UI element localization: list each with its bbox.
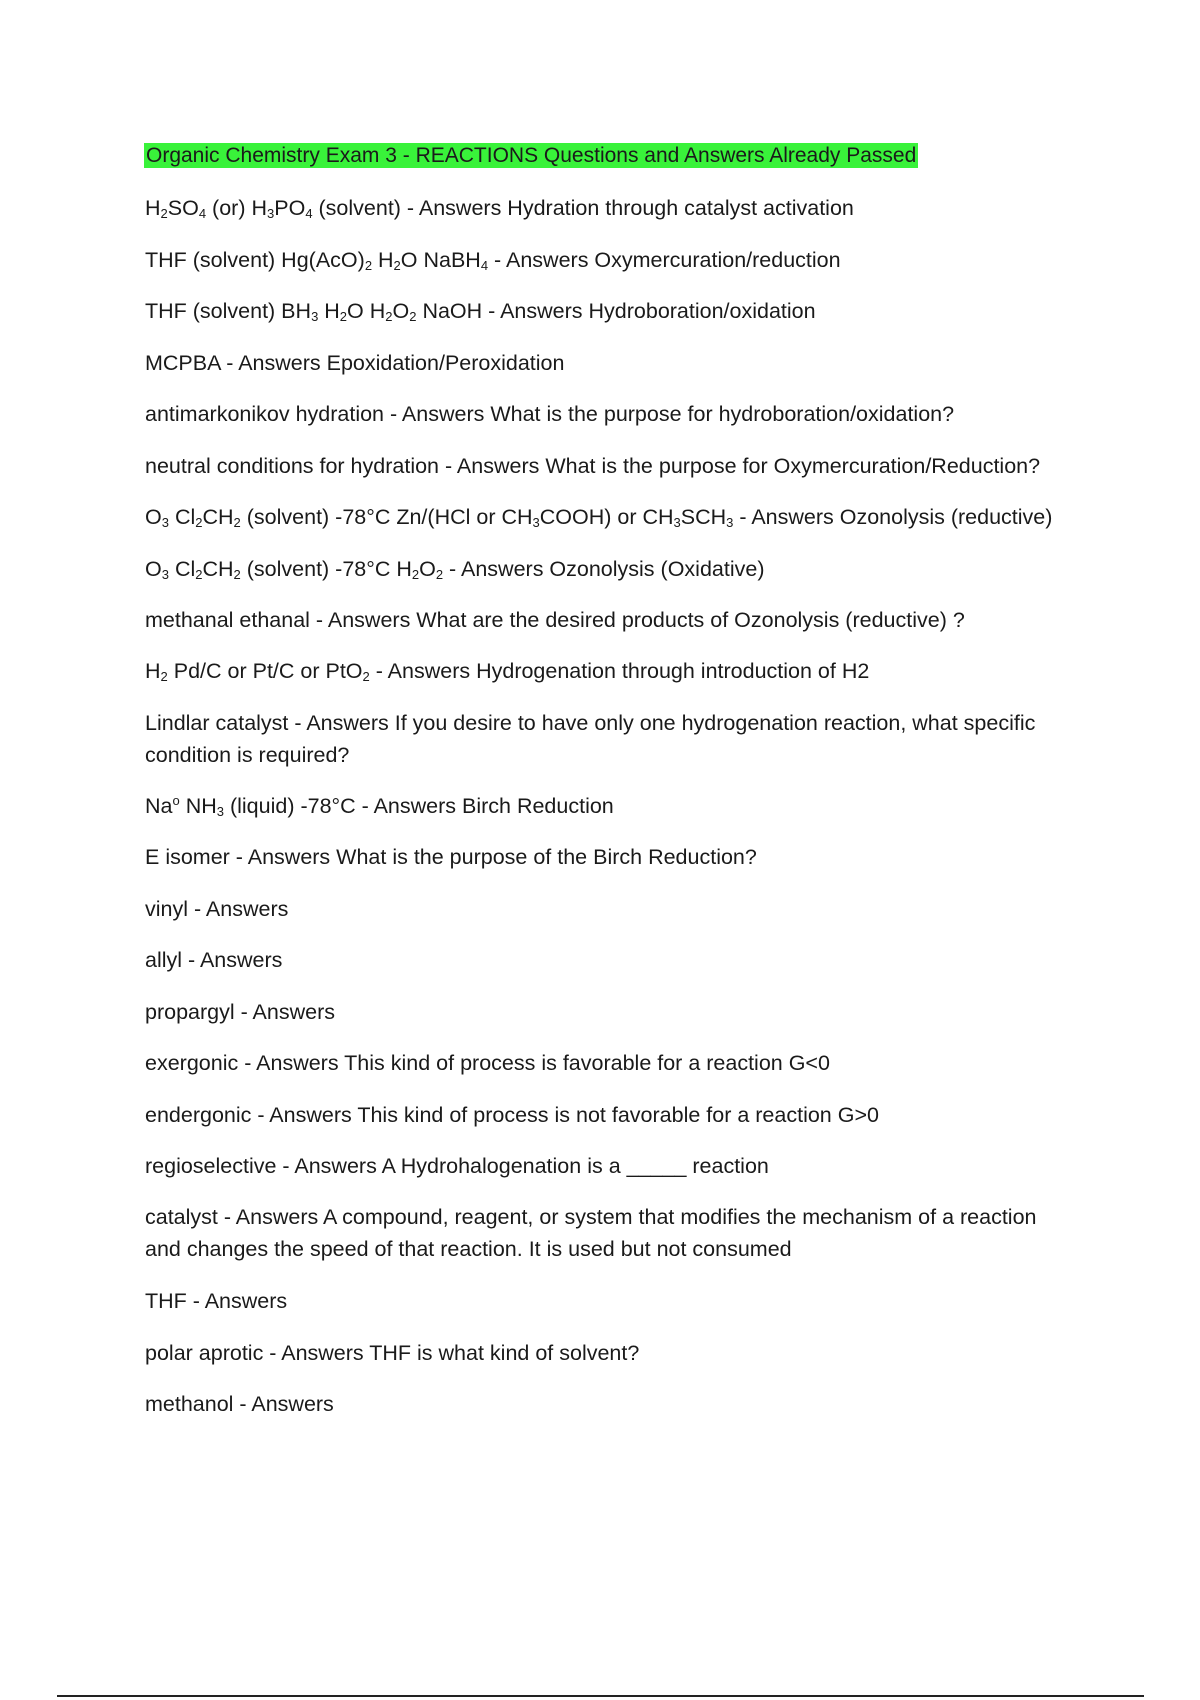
entry-text: polar aprotic - Answers THF is what kind of solvent?	[145, 1341, 640, 1365]
subscript: 2	[364, 258, 373, 273]
entry-text: endergonic - Answers This kind of process is not favorable for a reaction G>0	[145, 1103, 879, 1127]
entry-text: PO	[274, 196, 306, 220]
footer-rule	[57, 1695, 1144, 1697]
entry-text: (solvent) -78°C Zn/(HCl or CH	[240, 505, 533, 529]
subscript: 2	[160, 669, 168, 684]
entry-text: O NaBH	[400, 248, 481, 272]
document-title	[144, 142, 918, 170]
subscript: 3	[311, 309, 319, 324]
subscript: 2	[411, 567, 420, 582]
entry-text: THF (solvent) Hg(AcO)	[145, 248, 365, 272]
qa-entry	[145, 450, 1075, 482]
entry-text: O	[145, 557, 162, 581]
entry-text: SO	[167, 196, 199, 220]
entry-text: (liquid) -78°C - Answers Birch Reduction	[223, 794, 614, 818]
qa-entry	[145, 790, 1075, 822]
subscript: 2	[385, 309, 393, 324]
subscript: 2	[195, 515, 203, 530]
entry-text: neutral conditions for hydration - Answers What is the purpose for Oxymercuration/Reduction?	[145, 454, 1041, 478]
entry-text: (solvent) -78°C H	[240, 557, 412, 581]
entry-text: propargyl - Answers	[145, 1000, 335, 1024]
entry-text: antimarkonikov hydration - Answers What is the purpose for hydroboration/oxidation?	[145, 402, 955, 426]
subscript: 2	[393, 258, 401, 273]
entry-text: methanal ethanal - Answers What are the desired products of Ozonolysis (reductive) ?	[145, 608, 965, 632]
entry-text: H	[318, 299, 340, 323]
subscript: 3	[161, 515, 169, 530]
subscript: 2	[233, 567, 241, 582]
entry-text: - Answers Hydrogenation through introduction of H2	[369, 659, 870, 683]
entry-text: Lindlar catalyst - Answers If you desire to have only one hydrogenation reaction, what specific condition is required?	[145, 711, 1036, 767]
entry-text: CH	[202, 557, 234, 581]
title-highlight: Organic Chemistry Exam 3 - REACTIONS Questions and Answers Already Passed	[146, 144, 917, 167]
entry-text: COOH) or CH	[539, 505, 674, 529]
entry-text: exergonic - Answers This kind of process is favorable for a reaction G<0	[145, 1051, 830, 1075]
entry-text: H	[372, 248, 394, 272]
subscript: 2	[409, 309, 417, 324]
superscript: o	[172, 793, 180, 808]
subscript: 4	[198, 206, 207, 221]
entry-text: O	[145, 505, 162, 529]
qa-entry	[145, 1201, 1075, 1265]
subscript: 3	[673, 515, 681, 530]
subscript: 2	[160, 206, 168, 221]
subscript: 2	[339, 309, 348, 324]
entry-text: THF (solvent) BH	[145, 299, 312, 323]
entry-text: - Answers Ozonolysis (Oxidative)	[443, 557, 765, 581]
qa-entry	[145, 1388, 1075, 1420]
qa-entry	[145, 1150, 1075, 1182]
qa-entry	[145, 707, 1075, 771]
entry-text: allyl - Answers	[145, 948, 283, 972]
entry-text: methanol - Answers	[145, 1392, 334, 1416]
entry-text: THF - Answers	[145, 1289, 288, 1313]
qa-entry	[145, 501, 1075, 533]
entry-text: NaOH - Answers Hydroboration/oxidation	[416, 299, 816, 323]
entry-text: Pd/C or Pt/C or PtO	[167, 659, 363, 683]
entry-text: H	[145, 196, 161, 220]
entry-text: (or) H	[206, 196, 267, 220]
entry-text: O	[419, 557, 436, 581]
entry-text: Cl	[168, 557, 196, 581]
entry-text: CH	[202, 505, 234, 529]
entry-text: SCH	[680, 505, 727, 529]
qa-entry	[145, 1285, 1075, 1317]
entry-text: - Answers Oxymercuration/reduction	[488, 248, 841, 272]
entry-text: vinyl - Answers	[145, 897, 289, 921]
entry-text: catalyst - Answers A compound, reagent, or system that modifies the mechanism of a reaction and changes the speed of that reaction. It is used but not consumed	[145, 1205, 1037, 1261]
qa-entry	[145, 1099, 1075, 1131]
subscript: 2	[362, 669, 370, 684]
qa-entry	[145, 192, 1075, 224]
entry-text: O H	[347, 299, 386, 323]
qa-entry	[145, 996, 1075, 1028]
entry-text: E isomer - Answers What is the purpose of the Birch Reduction?	[145, 845, 757, 869]
entry-text: H	[145, 659, 161, 683]
entry-text: Na	[145, 794, 173, 818]
subscript: 2	[435, 567, 444, 582]
qa-entry	[145, 398, 1075, 430]
subscript: 3	[216, 804, 224, 819]
subscript: 3	[726, 515, 734, 530]
subscript: 4	[480, 258, 489, 273]
qa-entry	[145, 1047, 1075, 1079]
qa-entry	[145, 553, 1075, 585]
qa-entry	[145, 295, 1075, 327]
entry-text: regioselective - Answers A Hydrohalogenation is a _____ reaction	[145, 1154, 769, 1178]
entry-text: O	[392, 299, 410, 323]
qa-entry	[145, 244, 1075, 276]
entry-text: (solvent) - Answers Hydration through catalyst activation	[312, 196, 854, 220]
entry-text: MCPBA - Answers Epoxidation/Peroxidation	[145, 351, 565, 375]
subscript: 3	[161, 567, 169, 582]
entry-text: NH	[179, 794, 217, 818]
subscript: 4	[305, 206, 313, 221]
entry-text: - Answers Ozonolysis (reductive)	[733, 505, 1053, 529]
entry-text: Cl	[168, 505, 196, 529]
qa-entry	[145, 604, 1075, 636]
qa-entry	[145, 347, 1075, 379]
subscript: 2	[233, 515, 241, 530]
qa-entry	[145, 1337, 1075, 1369]
subscript: 3	[267, 206, 275, 221]
qa-entry	[145, 655, 1075, 687]
subscript: 3	[532, 515, 540, 530]
qa-entry	[145, 893, 1075, 925]
qa-entry	[145, 841, 1075, 873]
qa-entry	[145, 944, 1075, 976]
subscript: 2	[195, 567, 203, 582]
